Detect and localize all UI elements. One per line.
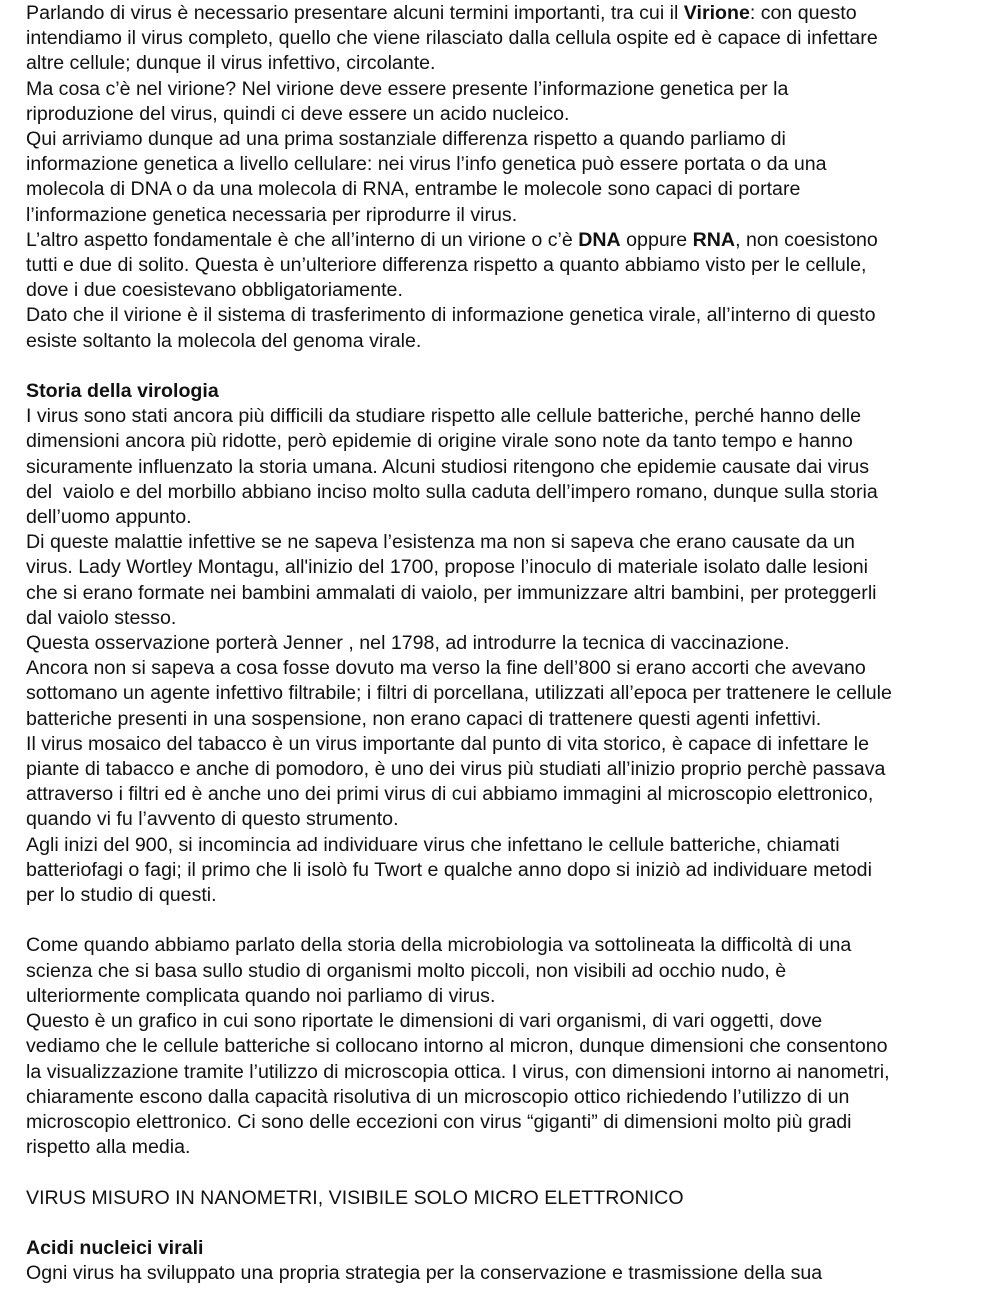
paragraph-line: dell’uomo appunto.: [26, 506, 192, 529]
paragraph-line: Agli inizi del 900, si incomincia ad individuare virus che infettano le cellule batteriche, chiamati: [26, 833, 840, 856]
text-segment: L’altro aspetto fondamentale è che all’interno di un virione o c’è: [26, 228, 579, 251]
paragraph-line: rispetto alla media.: [26, 1136, 191, 1159]
paragraph-line: esiste soltanto la molecola del genoma virale.: [26, 329, 422, 352]
paragraph-line: Questa osservazione porterà Jenner , nel 1798, ad introdurre la tecnica di vaccinazione.: [26, 632, 790, 655]
paragraph-line: molecola di DNA o da una molecola di RNA, entrambe le molecole sono capaci di portare: [26, 178, 801, 201]
paragraph-line: I virus sono stati ancora più difficili da studiare rispetto alle cellule batteriche, perché hanno delle: [26, 405, 862, 428]
acidi-lines: [26, 1261, 986, 1286]
storia-section: [26, 379, 986, 908]
paragraph-line: Di queste malattie infettive se ne sapeva l’esistenza ma non si sapeva che erano causate da un: [26, 531, 855, 554]
paragraph-line: Qui arriviamo dunque ad una prima sostanziale differenza rispetto a quando parliamo di: [26, 128, 786, 151]
paragraph-line: l’informazione genetica necessaria per riprodurre il virus.: [26, 203, 518, 226]
section-heading-text: Storia della virologia: [26, 380, 219, 403]
paragraph-line: piante di tabacco e anche di pomodoro, è uno dei virus più studiati all’inizio proprio perchè passava: [26, 758, 886, 781]
dimensioni-lines: [26, 933, 986, 1160]
term-rna: RNA: [692, 228, 736, 251]
paragraph-line: altre cellule; dunque il virus infettivo, circolante.: [26, 52, 436, 75]
paragraph-line: tutti e due di solito. Questa è un’ulteriore differenza rispetto a quanto abbiamo visto per le cellule,: [26, 254, 867, 277]
paragraph-line: dimensioni ancora più ridotte, però epidemie di origine virale sono note da tanto tempo e hanno: [26, 430, 853, 453]
paragraph-line: vediamo che le cellule batteriche si collocano intorno al micron, dunque dimensioni che consentono: [26, 1035, 888, 1058]
virione-section: [26, 1, 986, 354]
paragraph-line: Come quando abbiamo parlato della storia della microbiologia va sottolineata la difficoltà di una: [26, 934, 852, 957]
acidi-section: [26, 1236, 986, 1286]
term-dna: DNA: [578, 228, 621, 251]
text-segment: Parlando di virus è necessario presentare alcuni termini importanti, tra cui il: [26, 2, 684, 24]
term-virione: Virione: [683, 2, 750, 24]
paragraph-line: attraverso i filtri ed è anche uno dei primi virus di cui abbiamo immagini al microscopio elettronico,: [26, 783, 874, 806]
paragraph-line: [26, 1, 986, 26]
document-page: [26, 1, 986, 1286]
paragraph-line: batteriche presenti in una sospensione, non erano capaci di trattenere questi agenti infettivi.: [26, 707, 822, 730]
section-heading: [26, 1236, 986, 1261]
paragraph-line: Il virus mosaico del tabacco è un virus importante dal punto di vita storico, è capace di infettare le: [26, 732, 869, 755]
blank-line: [26, 908, 986, 933]
paragraph-line: intendiamo il virus completo, quello che viene rilasciato dalla cellula ospite ed è capace di infettare: [26, 27, 878, 50]
paragraph-line: informazione genetica a livello cellulare: nei virus l’info genetica può essere portata o da una: [26, 153, 827, 176]
paragraph-line: ulteriormente complicata quando noi parliamo di virus.: [26, 984, 496, 1007]
dimensioni-section: [26, 933, 986, 1210]
paragraph-line: riproduzione del virus, quindi ci deve essere un acido nucleico.: [26, 102, 570, 125]
paragraph-line: Questo è un grafico in cui sono riportate le dimensioni di vari organismi, di vari oggetti, dove: [26, 1010, 823, 1033]
paragraph-line: [26, 228, 986, 253]
paragraph-line: per lo studio di questi.: [26, 884, 217, 907]
section-heading: [26, 379, 986, 404]
paragraph-line: virus. Lady Wortley Montagu, all'inizio del 1700, propose l’inoculo di materiale isolato dalle lesioni: [26, 556, 869, 579]
text-segment: : con questo: [749, 2, 857, 24]
paragraph-line: del vaiolo e del morbillo abbiano inciso molto sulla caduta dell’impero romano, dunque sulla storia: [26, 480, 878, 503]
text-segment: oppure: [620, 228, 693, 251]
paragraph-line: sottomano un agente infettivo filtrabile; i filtri di porcellana, utilizzati all’epoca per trattenere le cellule: [26, 682, 892, 705]
paragraph-line: Ogni virus ha sviluppato una propria strategia per la conservazione e trasmissione della sua: [26, 1262, 823, 1285]
paragraph-line: chiaramente escono dalla capacità risolutiva di un microscopio ottico richiedendo l’utilizzo di un: [26, 1085, 850, 1108]
paragraph-line: batteriofagi o fagi; il primo che li isolò fu Twort e qualche anno dopo si iniziò ad individuare metodi: [26, 858, 872, 881]
paragraph-line: dal vaiolo stesso.: [26, 606, 177, 629]
paragraph-line: che si erano formate nei bambini ammalati di vaiolo, per immunizzare altri bambini, per proteggerli: [26, 581, 877, 604]
blank-line: [26, 1211, 986, 1236]
paragraph-line: Dato che il virione è il sistema di trasferimento di informazione genetica virale, all’interno di questo: [26, 304, 876, 327]
blank-line: [26, 1160, 986, 1185]
storia-lines: [26, 404, 986, 908]
text-segment: , non coesistono: [735, 228, 878, 251]
paragraph-line: la visualizzazione tramite l’utilizzo di microscopia ottica. I virus, con dimensioni intorno ai nanometri,: [26, 1060, 890, 1083]
paragraph-line: quando vi fu l’avvento di questo strumento.: [26, 808, 399, 831]
blank-line: [26, 354, 986, 379]
paragraph-line: Ancora non si sapeva a cosa fosse dovuto ma verso la fine dell’800 si erano accorti che avevano: [26, 657, 866, 680]
paragraph-line: microscopio elettronico. Ci sono delle eccezioni con virus “giganti” di dimensioni molto più gradi: [26, 1110, 852, 1133]
note-line: VIRUS MISURO IN NANOMETRI, VISIBILE SOLO MICRO ELETTRONICO: [26, 1186, 684, 1209]
paragraph-line: Ma cosa c’è nel virione? Nel virione deve essere presente l’informazione genetica per la: [26, 77, 789, 100]
paragraph-line: scienza che si basa sullo studio di organismi molto piccoli, non visibili ad occhio nudo, è: [26, 959, 787, 982]
paragraph-line: dove i due coesistevano obbligatoriamente.: [26, 279, 403, 302]
paragraph-line: sicuramente influenzato la storia umana. Alcuni studiosi ritengono che epidemie causate dai virus: [26, 455, 870, 478]
section-heading-text: Acidi nucleici virali: [26, 1236, 204, 1259]
